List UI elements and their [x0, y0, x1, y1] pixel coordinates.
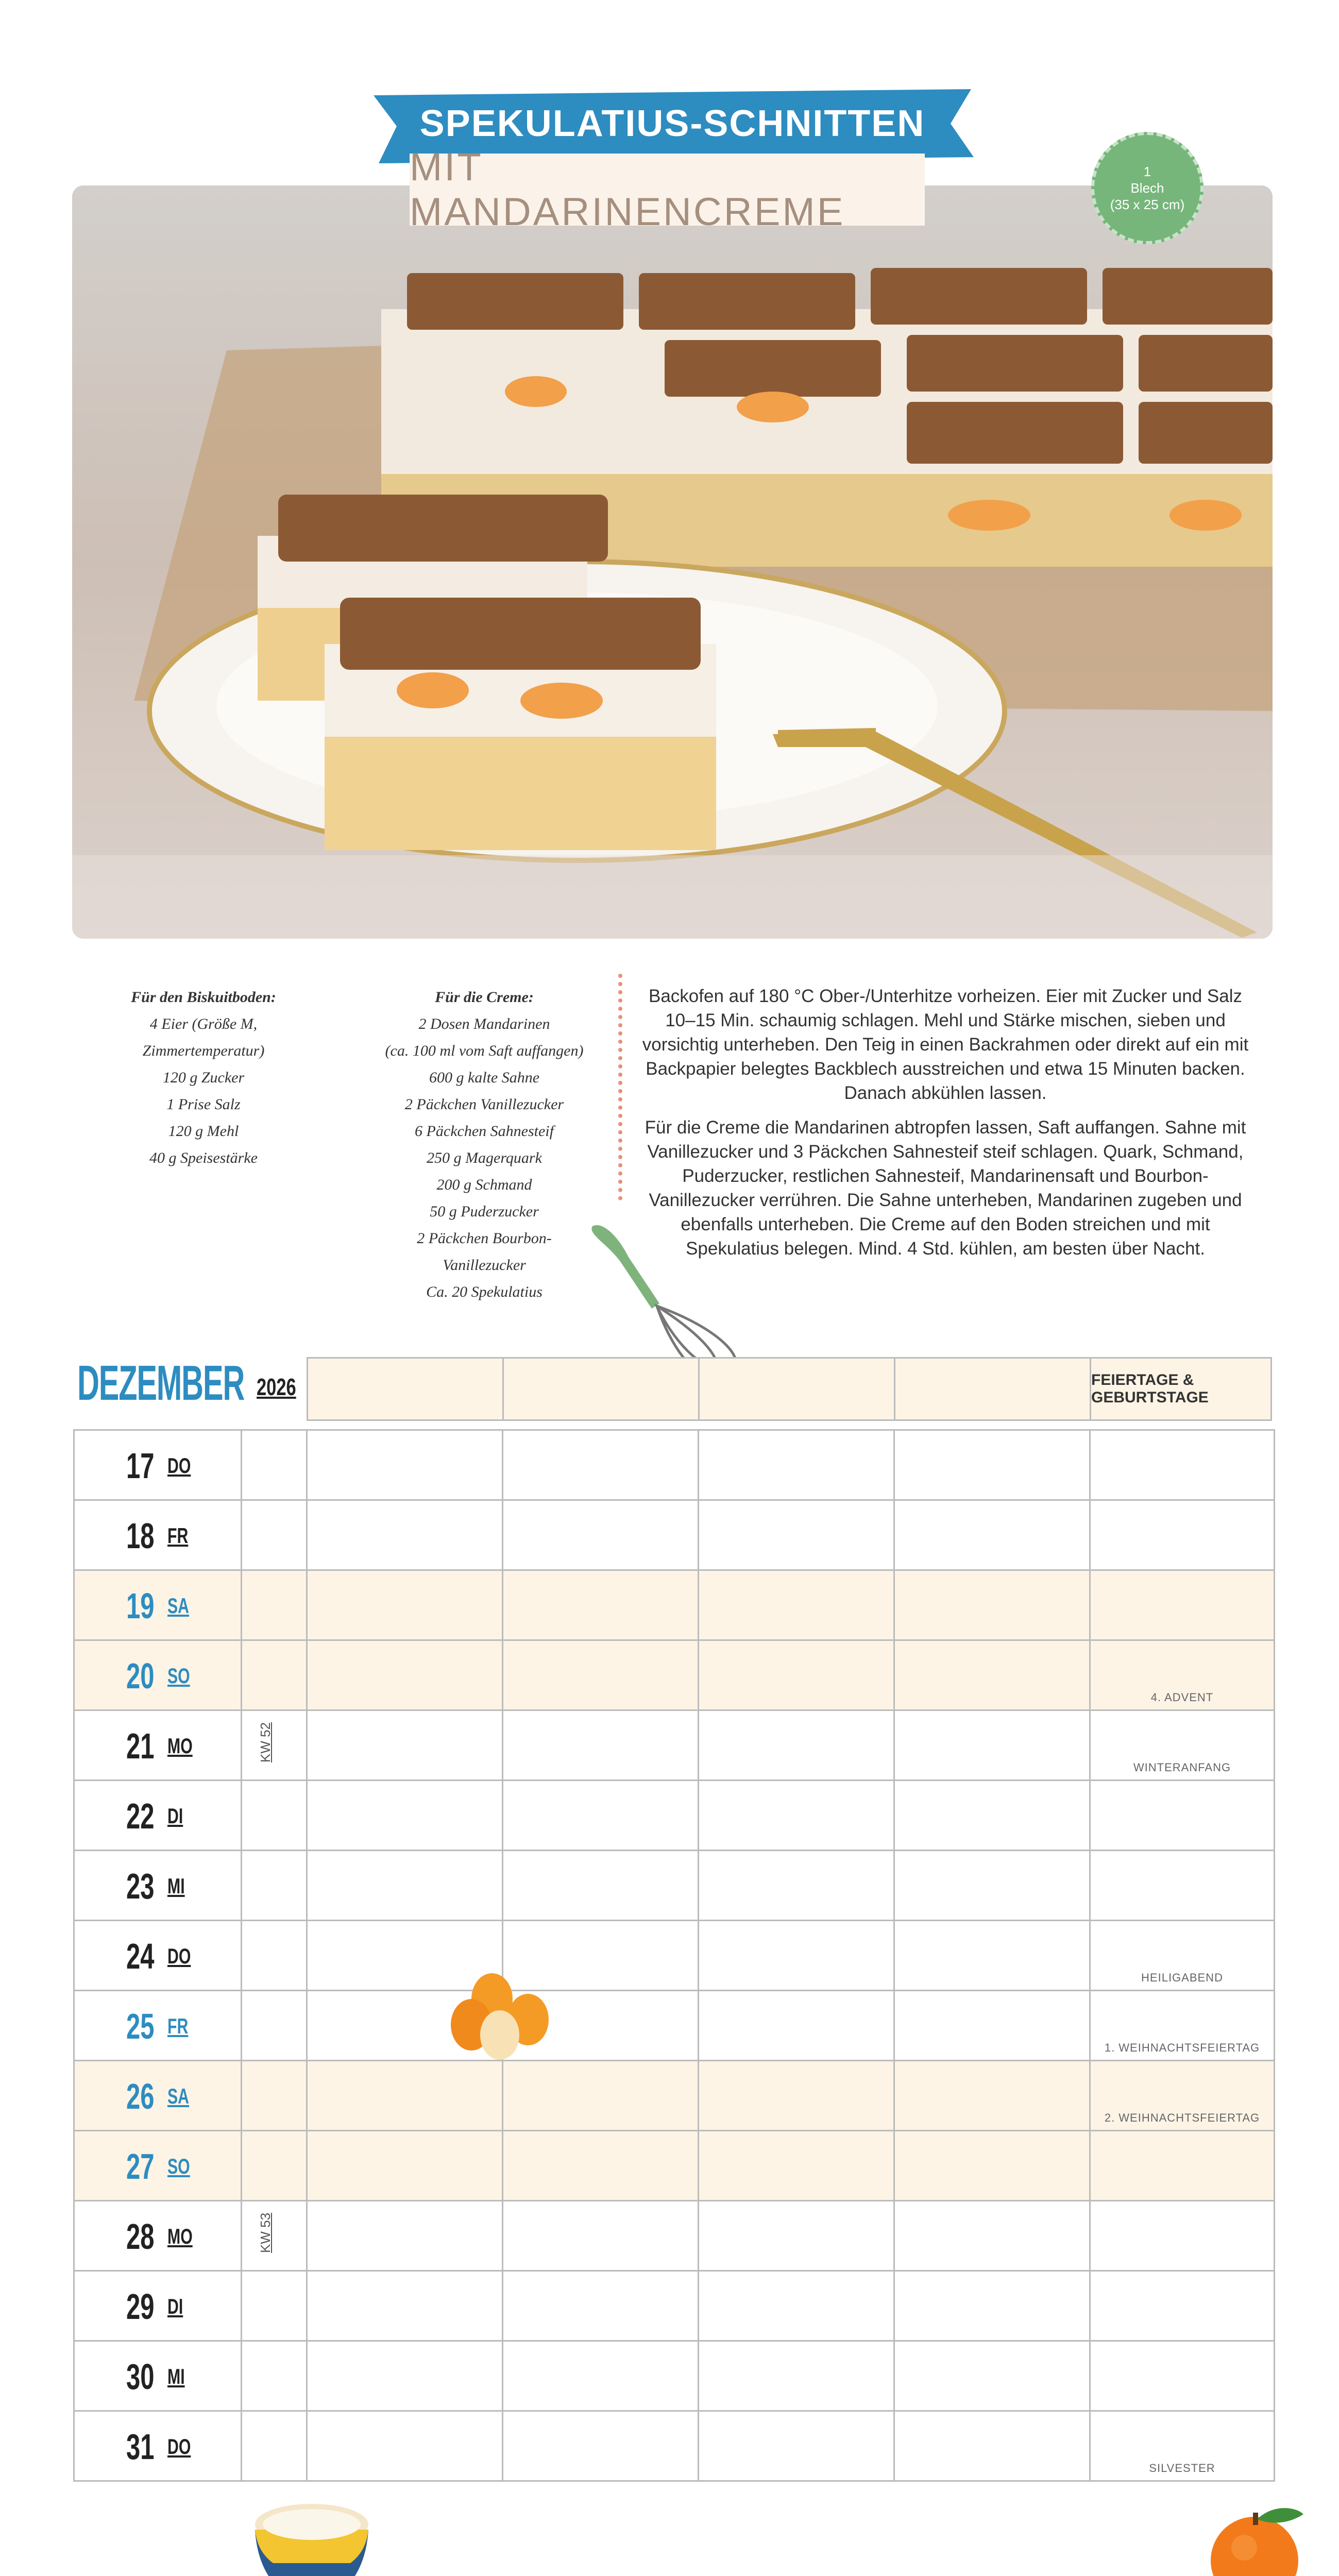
entry-cell[interactable]	[699, 2131, 894, 2201]
ingredient-item: 4 Eier (Größe M,	[149, 1015, 258, 1032]
ingredient-item: 2 Päckchen Vanillezucker	[404, 1096, 564, 1113]
holiday-cell[interactable]	[1090, 2131, 1275, 2201]
week-number: KW 52	[258, 1722, 273, 1762]
entry-cell[interactable]	[503, 2411, 699, 2481]
instruction-paragraph: Für die Creme die Mandarinen abtropfen lassen, Saft auffangen. Sahne mit Vanillezucker und 3 Päckchen Sahnesteif steif schlagen. Quark, Schmand, Puderzucker, restlichen Sahnesteif, Mandarinensaft und Bourbon-Vanillezucker verrühren. Die Sahne unterheben, Mandarinen zugeben und ebenfalls unterheben. Die Creme auf den Boden streichen und mit Spekulatius belegen. Mind. 4 Std. kühlen, am besten über Nacht.	[645, 1117, 1246, 1259]
entry-cell[interactable]	[894, 1781, 1090, 1851]
entry-cell[interactable]	[894, 1921, 1090, 1991]
entry-cell[interactable]	[699, 2341, 894, 2411]
flour-bowl-icon	[247, 2488, 376, 2576]
holiday-label: HEILIGABEND	[1141, 1971, 1223, 1984]
ingredient-item: 6 Päckchen Sahnesteif	[415, 1123, 554, 1140]
holiday-cell[interactable]	[1090, 1710, 1275, 1781]
entry-cell[interactable]	[307, 2131, 503, 2201]
day-number: 20	[126, 1656, 155, 1696]
entry-cell[interactable]	[894, 1640, 1090, 1710]
day-cell	[74, 1570, 242, 1640]
weekday-label: SO	[167, 1664, 190, 1688]
entry-cell[interactable]	[307, 1570, 503, 1640]
week-number-cell	[242, 1781, 307, 1851]
day-cell	[74, 2341, 242, 2411]
week-number: KW 53	[258, 2212, 273, 2253]
ingredient-item: 120 g Mehl	[168, 1123, 239, 1140]
day-cell	[74, 1500, 242, 1570]
ingredient-item: 50 g Puderzucker	[430, 1203, 539, 1220]
day-cell	[74, 1430, 242, 1500]
entry-cell[interactable]	[307, 1710, 503, 1781]
entry-cell[interactable]	[894, 1710, 1090, 1781]
entry-cell[interactable]	[307, 1781, 503, 1851]
recipe-title: SPEKULATIUS-SCHNITTEN	[419, 103, 925, 144]
calendar-row	[74, 2341, 1275, 2411]
entry-cell[interactable]	[699, 1921, 894, 1991]
day-number: 31	[126, 2427, 155, 2467]
calendar-row	[74, 1430, 1275, 1500]
header-cell	[700, 1359, 895, 1419]
holiday-label: SILVESTER	[1149, 2462, 1215, 2475]
entry-cell[interactable]	[503, 1710, 699, 1781]
entry-cell[interactable]	[503, 2131, 699, 2201]
holiday-label: 4. ADVENT	[1150, 1691, 1214, 1704]
holiday-cell[interactable]	[1090, 2411, 1275, 2481]
week-number-cell	[242, 2271, 307, 2341]
ingredient-item: 1 Prise Salz	[166, 1096, 241, 1113]
week-number-cell	[242, 1921, 307, 1991]
calendar-row	[74, 1710, 1275, 1781]
day-number: 22	[126, 1796, 155, 1836]
ingredient-item: 2 Dosen Mandarinen	[418, 1015, 550, 1032]
calendar-month: DEZEMBER	[77, 1355, 245, 1411]
entry-cell[interactable]	[699, 1430, 894, 1500]
weekday-label: DO	[167, 1944, 191, 1968]
notes-header: FEIERTAGE & GEBURTSTAGE	[1091, 1371, 1209, 1406]
calendar-row	[74, 1500, 1275, 1570]
entry-cell[interactable]	[699, 1500, 894, 1570]
calendar-year: 2026	[257, 1374, 296, 1400]
week-number-cell	[242, 1500, 307, 1570]
instruction-paragraph: Backofen auf 180 °C Ober-/Unterhitze vorheizen. Eier mit Zucker und Salz 10–15 Min. schaumig schlagen. Mehl und Stärke mischen, sieben und vorsichtig unterheben. Den Teig in einen Backrahmen oder direkt auf ein mit Backpapier belegtes Backblech ausstreichen und etwa 15 Minuten backen. Danach abkühlen lassen.	[642, 986, 1249, 1103]
entry-cell[interactable]	[503, 1430, 699, 1500]
weekday-label: SA	[167, 1594, 190, 1618]
day-number: 25	[126, 2006, 155, 2046]
ingredients-biskuit	[103, 984, 304, 1172]
week-number-cell	[242, 2411, 307, 2481]
week-number-cell	[242, 2061, 307, 2131]
day-cell	[74, 1710, 242, 1781]
calendar-row	[74, 1781, 1275, 1851]
recipe-subtitle: MIT MANDARINENCREME	[410, 154, 925, 226]
day-number: 30	[126, 2357, 155, 2397]
day-number: 21	[126, 1726, 155, 1766]
calendar-table	[73, 1429, 1275, 2482]
divider	[618, 974, 622, 1200]
day-number: 24	[126, 1936, 155, 1976]
calendar-row	[74, 2131, 1275, 2201]
entry-cell[interactable]	[894, 1991, 1090, 2061]
entry-cell[interactable]	[894, 1570, 1090, 1640]
badge-line: (35 x 25 cm)	[1110, 197, 1185, 212]
ingredient-item: (ca. 100 ml vom Saft auffangen)	[385, 1042, 584, 1059]
badge-line: 1	[1143, 164, 1151, 179]
entry-cell[interactable]	[894, 2341, 1090, 2411]
entry-cell[interactable]	[894, 2271, 1090, 2341]
entry-cell[interactable]	[699, 1570, 894, 1640]
entry-cell[interactable]	[894, 1500, 1090, 1570]
holiday-cell[interactable]	[1090, 1500, 1275, 1570]
calendar-row	[74, 1570, 1275, 1640]
entry-cell[interactable]	[307, 1851, 503, 1921]
entry-cell[interactable]	[503, 2271, 699, 2341]
day-cell	[74, 1781, 242, 1851]
weekday-label: FR	[167, 1523, 189, 1548]
header-cell	[308, 1359, 504, 1419]
badge-line: Blech	[1130, 180, 1164, 196]
header-cell	[504, 1359, 700, 1419]
eggs-icon	[440, 1968, 564, 2071]
entry-cell[interactable]	[503, 1500, 699, 1570]
entry-cell[interactable]	[699, 1991, 894, 2061]
holiday-label: 1. WEIHNACHTSFEIERTAG	[1104, 2041, 1260, 2054]
entry-cell[interactable]	[699, 2061, 894, 2131]
recipe-photo	[72, 185, 1273, 939]
ingredients-heading: Für den Biskuitboden:	[131, 989, 276, 1006]
entry-cell[interactable]	[699, 1851, 894, 1921]
entry-cell[interactable]	[307, 1640, 503, 1710]
weekday-label: DO	[167, 2434, 191, 2459]
holiday-label: WINTERANFANG	[1133, 1761, 1231, 1774]
day-number: 23	[126, 1866, 155, 1906]
entry-cell[interactable]	[699, 1640, 894, 1710]
holiday-cell[interactable]	[1090, 1570, 1275, 1640]
header-cell	[895, 1359, 1091, 1419]
holiday-cell[interactable]	[1090, 1991, 1275, 2061]
weekday-label: MI	[167, 2364, 185, 2388]
ingredient-item: Ca. 20 Spekulatius	[426, 1283, 543, 1300]
weekday-label: MI	[167, 1874, 185, 1898]
entry-cell[interactable]	[894, 2131, 1090, 2201]
day-cell	[74, 2201, 242, 2271]
ingredients-creme	[355, 984, 613, 1306]
entry-cell[interactable]	[307, 1500, 503, 1570]
weekday-label: DO	[167, 1453, 191, 1478]
week-number-cell	[242, 1991, 307, 2061]
calendar-row	[74, 2201, 1275, 2271]
calendar-row	[74, 2271, 1275, 2341]
week-number-cell	[242, 1570, 307, 1640]
ingredient-item: 200 g Schmand	[436, 1176, 532, 1193]
entry-cell[interactable]	[307, 1430, 503, 1500]
week-number-cell	[242, 2341, 307, 2411]
week-number-cell	[242, 2131, 307, 2201]
entry-cell[interactable]	[894, 2411, 1090, 2481]
ingredient-item: 2 Päckchen Bourbon-	[417, 1230, 552, 1247]
entry-cell[interactable]	[699, 2271, 894, 2341]
calendar-row	[74, 2061, 1275, 2131]
holiday-cell[interactable]	[1090, 1851, 1275, 1921]
holiday-cell[interactable]	[1090, 1921, 1275, 1991]
ingredient-item: Vanillezucker	[443, 1257, 526, 1274]
entry-cell[interactable]	[894, 2061, 1090, 2131]
day-cell	[74, 1851, 242, 1921]
calendar-row	[74, 1851, 1275, 1921]
day-number: 19	[126, 1586, 155, 1626]
ingredient-item: 40 g Speisestärke	[149, 1149, 258, 1166]
weekday-label: SO	[167, 2154, 190, 2178]
entry-cell[interactable]	[503, 2341, 699, 2411]
holiday-label: 2. WEIHNACHTSFEIERTAG	[1104, 2111, 1260, 2124]
week-number-cell	[242, 1710, 307, 1781]
week-number-cell	[242, 2201, 307, 2271]
holiday-cell[interactable]	[1090, 1430, 1275, 1500]
day-cell	[74, 1991, 242, 2061]
weekday-label: FR	[167, 2014, 189, 2038]
weekday-label: DI	[167, 2294, 183, 2318]
week-number-cell	[242, 1430, 307, 1500]
ingredient-item: Zimmertemperatur)	[142, 1042, 265, 1059]
day-number: 28	[126, 2216, 155, 2257]
orange-icon	[1200, 2496, 1314, 2576]
entry-cell[interactable]	[503, 1570, 699, 1640]
entry-cell[interactable]	[503, 1640, 699, 1710]
calendar-header-row	[307, 1357, 1272, 1421]
entry-cell[interactable]	[894, 1851, 1090, 1921]
entry-cell[interactable]	[894, 2201, 1090, 2271]
holiday-cell[interactable]	[1090, 2271, 1275, 2341]
entry-cell[interactable]	[503, 2201, 699, 2271]
weekday-label: MO	[167, 1734, 193, 1758]
day-cell	[74, 2061, 242, 2131]
ingredient-item: 600 g kalte Sahne	[429, 1069, 540, 1086]
holiday-cell[interactable]	[1090, 2341, 1275, 2411]
entry-cell[interactable]	[307, 2271, 503, 2341]
calendar-row	[74, 2411, 1275, 2481]
day-cell	[74, 2411, 242, 2481]
holiday-cell[interactable]	[1090, 1640, 1275, 1710]
day-number: 17	[126, 1446, 155, 1486]
calendar-row	[74, 1640, 1275, 1710]
entry-cell[interactable]	[307, 2341, 503, 2411]
ingredients-heading: Für die Creme:	[435, 989, 534, 1006]
entry-cell[interactable]	[503, 1851, 699, 1921]
weekday-label: DI	[167, 1804, 183, 1828]
entry-cell[interactable]	[894, 1430, 1090, 1500]
week-number-cell	[242, 1851, 307, 1921]
ingredient-item: 250 g Magerquark	[427, 1149, 542, 1166]
calendar-row	[74, 1921, 1275, 1991]
entry-cell[interactable]	[699, 2201, 894, 2271]
holiday-cell[interactable]	[1090, 2061, 1275, 2131]
day-number: 18	[126, 1516, 155, 1556]
weekday-label: MO	[167, 2224, 193, 2248]
entry-cell[interactable]	[503, 1781, 699, 1851]
ingredient-item: 120 g Zucker	[162, 1069, 245, 1086]
day-cell	[74, 1921, 242, 1991]
calendar-row	[74, 1991, 1275, 2061]
entry-cell[interactable]	[307, 2201, 503, 2271]
day-cell	[74, 2271, 242, 2341]
portion-badge	[1091, 132, 1204, 244]
day-number: 26	[126, 2076, 155, 2116]
day-cell	[74, 2131, 242, 2201]
holiday-cell[interactable]	[1090, 2201, 1275, 2271]
holiday-cell[interactable]	[1090, 1781, 1275, 1851]
day-number: 29	[126, 2286, 155, 2327]
entry-cell[interactable]	[307, 2411, 503, 2481]
week-number-cell	[242, 1640, 307, 1710]
day-number: 27	[126, 2146, 155, 2187]
entry-cell[interactable]	[699, 1710, 894, 1781]
entry-cell[interactable]	[699, 1781, 894, 1851]
day-cell	[74, 1640, 242, 1710]
weekday-label: SA	[167, 2084, 190, 2108]
entry-cell[interactable]	[699, 2411, 894, 2481]
